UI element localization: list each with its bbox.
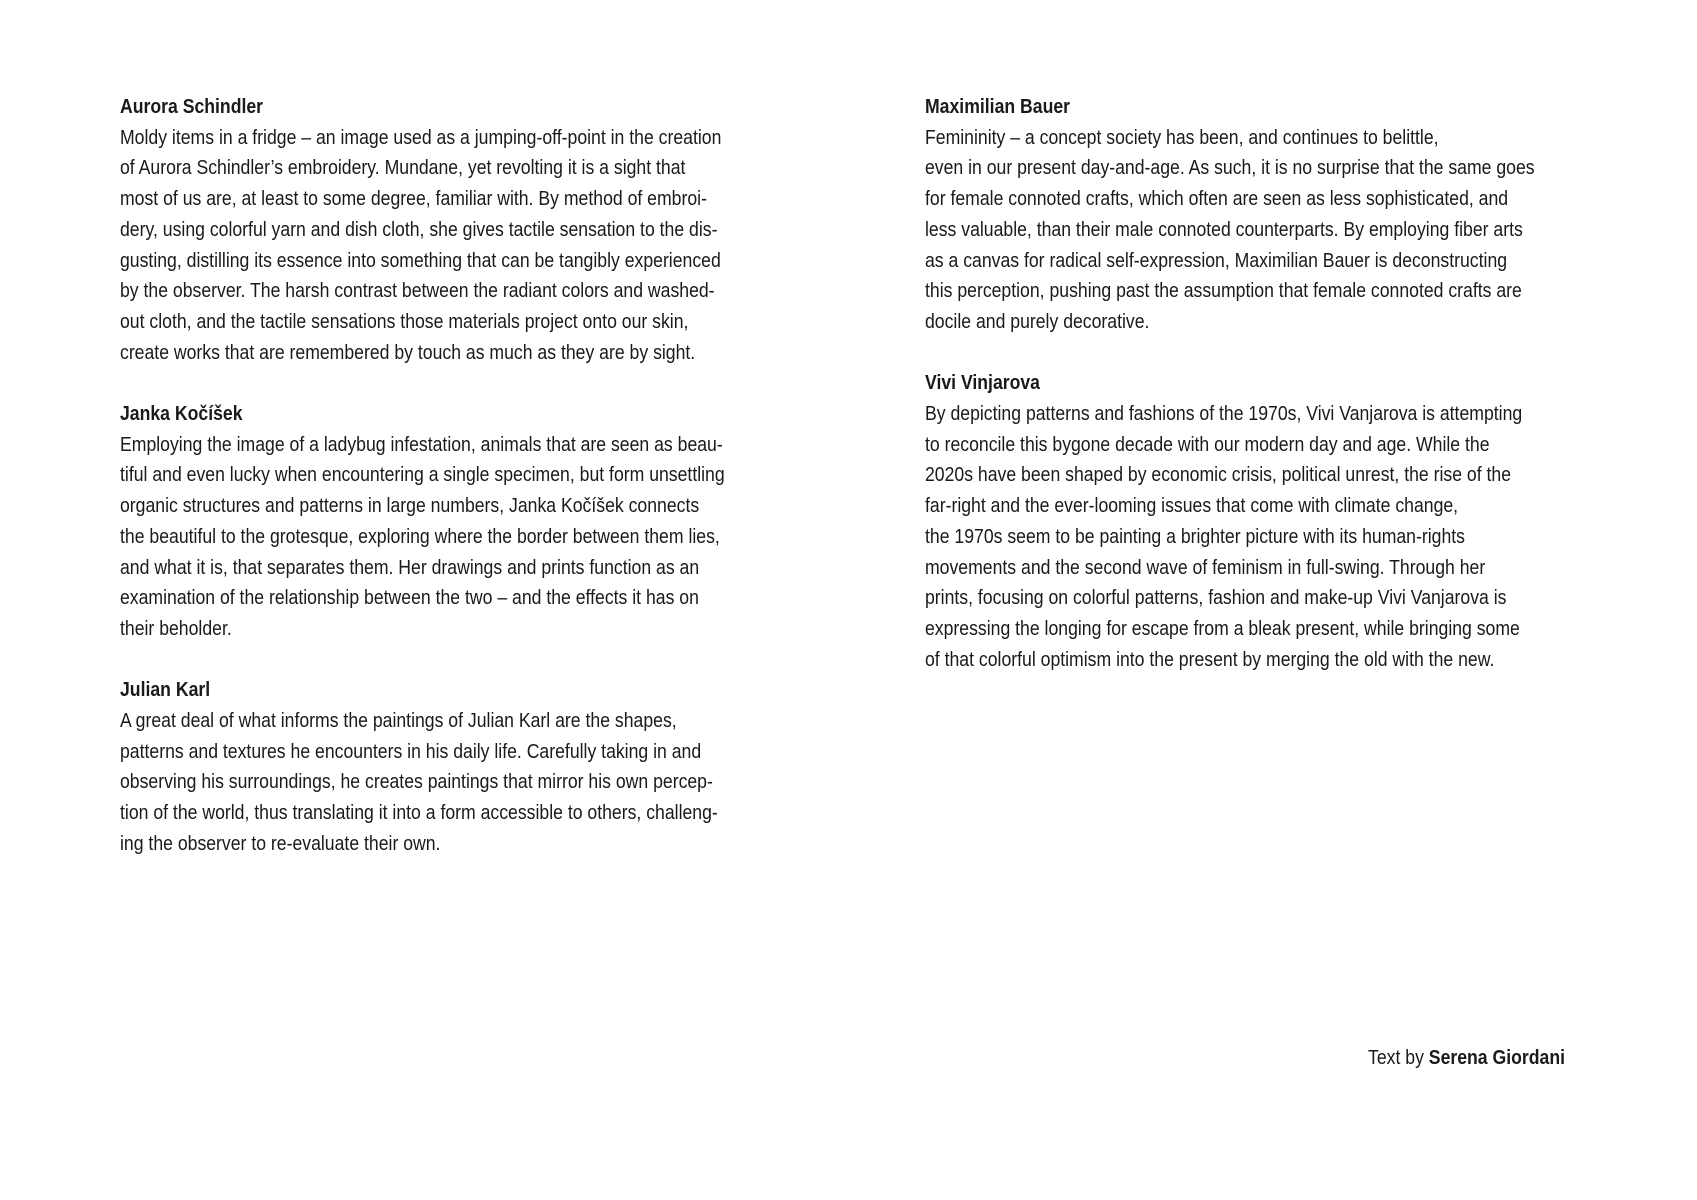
body-text-line: observing his surroundings, he creates paintings that mirror his own percep- <box>120 770 713 794</box>
body-text-line: the beautiful to the grotesque, exploring where the border between them lies, <box>120 524 720 548</box>
body-text-line: most of us are, at least to some degree, familiar with. By method of embroi- <box>120 187 707 211</box>
body-text-line: create works that are remembered by touch as much as they are by sight. <box>120 340 696 364</box>
body-text-line: of Aurora Schindler’s embroidery. Mundane, yet revolting it is a sight that <box>120 156 686 180</box>
artist-entry <box>925 368 1645 675</box>
credit-prefix: Text by <box>1368 1046 1429 1069</box>
artist-entry <box>120 675 840 859</box>
artist-name: Maximilian Bauer <box>925 95 1071 118</box>
body-text-line: movements and the second wave of feminism in full-swing. Through her <box>925 555 1486 579</box>
body-text-line: tion of the world, thus translating it into a form accessible to others, challeng- <box>120 801 718 825</box>
body-text-line: their beholder. <box>120 616 232 640</box>
body-text-line: to reconcile this bygone decade with our modern day and age. While the <box>925 432 1490 456</box>
body-text-line: Femininity – a concept society has been, and continues to belittle, <box>925 125 1439 149</box>
artist-name: Aurora Schindler <box>120 95 264 118</box>
body-text-line: Employing the image of a ladybug infestation, animals that are seen as beau- <box>120 432 723 456</box>
body-text-line: less valuable, than their male connoted counterparts. By employing fiber arts <box>925 217 1523 241</box>
body-text-line: ing the observer to re-evaluate their own. <box>120 831 441 855</box>
body-text-line: far-right and the ever-looming issues that come with climate change, <box>925 494 1459 518</box>
body-text-line: examination of the relationship between the two – and the effects it has on <box>120 586 699 610</box>
artist-entry <box>120 92 840 368</box>
text-credit <box>1368 1043 1565 1073</box>
artist-name: Julian Karl <box>120 678 211 702</box>
body-text-line: the 1970s seem to be painting a brighter picture with its human-rights <box>925 524 1465 548</box>
body-text-line: this perception, pushing past the assumption that female connoted crafts are <box>925 279 1522 303</box>
body-text-line: of that colorful optimism into the present by merging the old with the new. <box>925 647 1495 671</box>
body-text-line: By depicting patterns and fashions of the 1970s, Vivi Vanjarova is attempting <box>925 402 1523 426</box>
right-column <box>925 92 1645 706</box>
credit-author: Serena Giordani <box>1428 1046 1565 1069</box>
artist-name: Janka Kočíšek <box>120 402 243 426</box>
body-text-line: as a canvas for radical self-expression, Maximilian Bauer is deconstructing <box>925 248 1508 272</box>
body-text-line: docile and purely decorative. <box>925 309 1150 333</box>
body-text-line: Moldy items in a fridge – an image used as a jumping-off-point in the creation <box>120 125 722 149</box>
left-column <box>120 92 840 890</box>
body-text-line: patterns and textures he encounters in his daily life. Carefully taking in and <box>120 739 702 763</box>
body-text-line: expressing the longing for escape from a bleak present, while bringing some <box>925 616 1520 640</box>
body-text-line: out cloth, and the tactile sensations those materials project onto our skin, <box>120 309 689 333</box>
artist-entry <box>925 92 1645 338</box>
artist-entry <box>120 399 840 645</box>
body-text-line: for female connoted crafts, which often are seen as less sophisticated, and <box>925 187 1509 211</box>
body-text-line: even in our present day-and-age. As such, it is no surprise that the same goes <box>925 156 1535 180</box>
body-text-line: A great deal of what informs the paintings of Julian Karl are the shapes, <box>120 709 677 733</box>
body-text-line: organic structures and patterns in large numbers, Janka Kočíšek connects <box>120 494 700 518</box>
body-text-line: gusting, distilling its essence into something that can be tangibly experienced <box>120 248 721 272</box>
body-text-line: dery, using colorful yarn and dish cloth, she gives tactile sensation to the dis- <box>120 217 718 241</box>
body-text-line: prints, focusing on colorful patterns, fashion and make-up Vivi Vanjarova is <box>925 586 1507 610</box>
body-text-line: 2020s have been shaped by economic crisis, political unrest, the rise of the <box>925 463 1512 487</box>
body-text-line: and what it is, that separates them. Her drawings and prints function as an <box>120 555 700 579</box>
body-text-line: by the observer. The harsh contrast between the radiant colors and washed- <box>120 279 715 303</box>
body-text-line: tiful and even lucky when encountering a single specimen, but form unsettling <box>120 463 725 487</box>
artist-name: Vivi Vinjarova <box>925 371 1040 395</box>
